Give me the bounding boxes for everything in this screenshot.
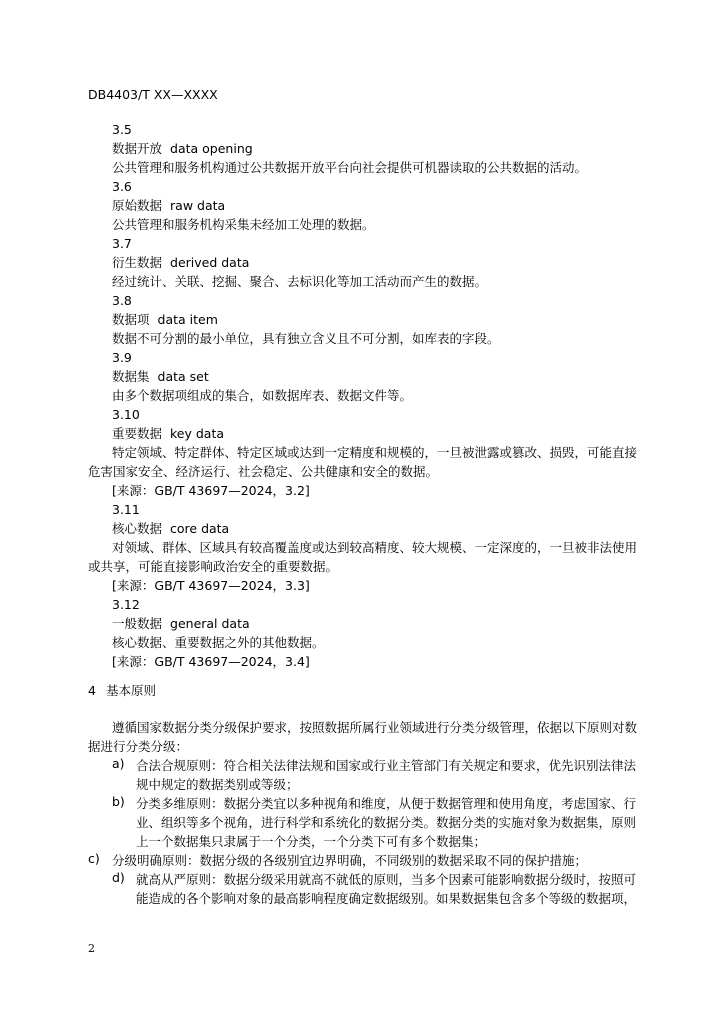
term-number: 3.5 xyxy=(112,122,132,137)
term-definition: 数据不可分割的最小单位，具有独立含义且不可分割，如库表的字段。 xyxy=(112,331,500,346)
term-definition: 由多个数据项组成的集合，如数据库表、数据文件等。 xyxy=(112,388,413,403)
term-title xyxy=(88,367,656,386)
term-number: 3.7 xyxy=(112,236,132,251)
term-source: [来源：GB/T 43697—2024，3.3] xyxy=(112,578,310,593)
term-title xyxy=(88,253,656,272)
list-text: 规中规定的数据类别或等级； xyxy=(136,777,299,792)
term-chinese: 重要数据 xyxy=(112,426,163,441)
term-chinese: 衍生数据 xyxy=(112,255,163,270)
list-text: 上一个数据集只隶属于一个分类，一个分类下可有多个数据集； xyxy=(136,834,487,849)
list-item xyxy=(88,870,656,908)
term-chinese: 数据开放 xyxy=(112,141,163,156)
list-item xyxy=(88,794,656,851)
principle-list xyxy=(88,756,656,908)
term-entry xyxy=(88,500,656,595)
term-english: core data xyxy=(170,521,230,536)
section-number: 4 xyxy=(88,683,96,698)
term-definition-continued: 危害国家安全、经济运行、社会稳定、公共健康和安全的数据。 xyxy=(88,464,439,479)
document-header: DB4403/T XX—XXXX xyxy=(88,87,218,102)
term-number: 3.11 xyxy=(112,502,140,517)
term-number: 3.10 xyxy=(112,407,140,422)
term-entry xyxy=(88,120,656,177)
term-source: [来源：GB/T 43697—2024，3.2] xyxy=(112,483,310,498)
section-heading xyxy=(88,681,656,700)
term-entry xyxy=(88,595,656,671)
list-marker: a) xyxy=(112,756,125,771)
list-text: 合法合规原则：符合相关法律法规和国家或行业主管部门有关规定和要求，优先识别法律法 xyxy=(136,758,637,773)
term-title xyxy=(88,196,656,215)
term-definition: 公共管理和服务机构采集未经加工处理的数据。 xyxy=(112,217,375,232)
intro-line: 据进行分类分级： xyxy=(88,739,189,754)
term-english: data set xyxy=(157,369,209,384)
term-title xyxy=(88,614,656,633)
document-body xyxy=(88,120,656,908)
term-entry xyxy=(88,291,656,348)
term-title xyxy=(88,139,656,158)
term-entry xyxy=(88,177,656,234)
term-chinese: 数据项 xyxy=(112,312,150,327)
list-text: 就高从严原则：数据分级采用就高不就低的原则，当多个因素可能影响数据分级时，按照可 xyxy=(136,872,637,887)
term-source: [来源：GB/T 43697—2024，3.4] xyxy=(112,654,310,669)
term-english: general data xyxy=(170,616,250,631)
term-definition: 公共管理和服务机构通过公共数据开放平台向社会提供可机器读取的公共数据的活动。 xyxy=(112,160,588,175)
list-marker: d) xyxy=(112,870,125,885)
term-definition: 特定领域、特定群体、特定区域或达到一定精度和规模的，一旦被泄露或篡改、损毁，可能直接 xyxy=(112,445,638,460)
term-number: 3.9 xyxy=(112,350,132,365)
section-intro xyxy=(88,718,656,756)
intro-line: 遵循国家数据分类分级保护要求，按照数据所属行业领域进行分类分级管理，依据以下原则对数 xyxy=(112,720,638,735)
term-number: 3.12 xyxy=(112,597,140,612)
list-marker: b) xyxy=(112,794,125,809)
list-text: 分类多维原则：数据分类宜以多种视角和维度，从便于数据管理和使用角度，考虑国家、行 xyxy=(136,796,637,811)
term-title xyxy=(88,424,656,443)
term-chinese: 原始数据 xyxy=(112,198,163,213)
list-item xyxy=(88,851,656,870)
term-number: 3.6 xyxy=(112,179,132,194)
term-title xyxy=(88,310,656,329)
term-chinese: 核心数据 xyxy=(112,521,163,536)
list-text: 分级明确原则：数据分级的各级别宜边界明确，不同级别的数据采取不同的保护措施； xyxy=(112,853,588,868)
term-english: key data xyxy=(170,426,225,441)
list-text: 能造成的各个影响对象的最高影响程度确定数据级别。如果数据集包含多个等级的数据项， xyxy=(136,891,637,906)
term-english: data opening xyxy=(170,141,253,156)
term-definition-continued: 或共享，可能直接影响政治安全的重要数据。 xyxy=(88,559,339,574)
list-item xyxy=(88,756,656,794)
term-title xyxy=(88,519,656,538)
term-definition: 经过统计、关联、挖掘、聚合、去标识化等加工活动而产生的数据。 xyxy=(112,274,488,289)
section-title: 基本原则 xyxy=(106,683,157,698)
list-text: 业、组织等多个视角，进行科学和系统化的数据分类。数据分类的实施对象为数据集，原则 xyxy=(136,815,637,830)
term-english: data item xyxy=(157,312,218,327)
term-entry xyxy=(88,348,656,405)
page-number: 2 xyxy=(88,942,95,955)
term-entry xyxy=(88,405,656,500)
term-definition: 对领域、群体、区域具有较高覆盖度或达到较高精度、较大规模、一定深度的，一旦被非法使用 xyxy=(112,540,638,555)
term-chinese: 数据集 xyxy=(112,369,150,384)
term-english: derived data xyxy=(170,255,250,270)
term-number: 3.8 xyxy=(112,293,132,308)
term-definition: 核心数据、重要数据之外的其他数据。 xyxy=(112,635,325,650)
term-entry xyxy=(88,234,656,291)
term-english: raw data xyxy=(170,198,226,213)
list-marker: c) xyxy=(88,851,100,866)
term-chinese: 一般数据 xyxy=(112,616,163,631)
